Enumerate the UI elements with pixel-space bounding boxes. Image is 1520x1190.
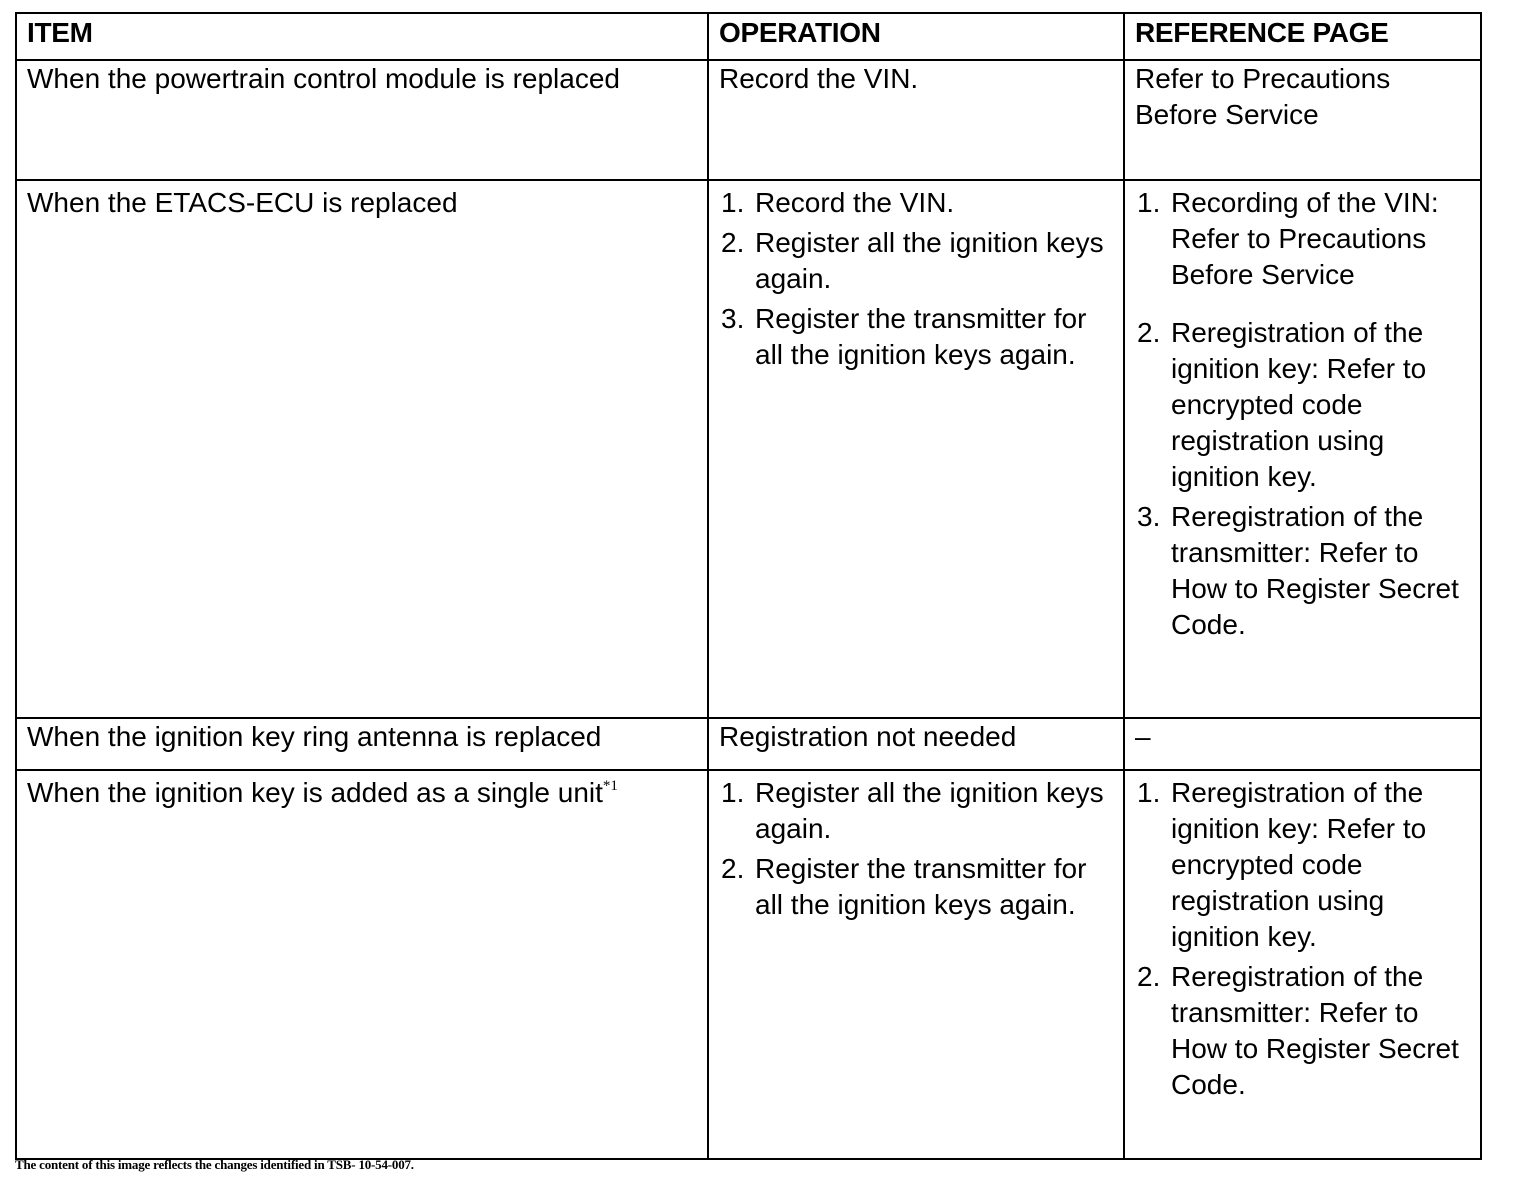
operation-step: Register the transmitter for all the ignition keys again. (755, 303, 1087, 370)
operation-step: Record the VIN. (755, 187, 955, 218)
row-operation-cell: Registration not needed (708, 718, 1124, 770)
table-row (16, 60, 1481, 180)
operation-steps-list (719, 185, 1113, 373)
row-item-cell (16, 770, 708, 1159)
row-item-cell: When the ETACS-ECU is replaced (16, 180, 708, 718)
row-item-text: When the ignition key is added as a single unit (27, 777, 603, 808)
tsb-footer-note: The content of this image reflects the changes identified in TSB- 10-54-007. (15, 1157, 414, 1172)
reference-steps-list (1135, 775, 1470, 1103)
reference-step: Reregistration of the transmitter: Refer to How to Register Secret Code. (1171, 501, 1459, 640)
table-row (16, 718, 1481, 770)
reference-steps-list (1135, 185, 1470, 643)
header-reference-page: REFERENCE PAGE (1124, 13, 1481, 60)
row-reference-cell: – (1124, 718, 1481, 770)
row-reference-cell (1124, 180, 1481, 718)
reference-step: Reregistration of the ignition key: Refer to encrypted code registration using ignition key. (1171, 777, 1427, 952)
operation-step: Register all the ignition keys again. (755, 777, 1104, 844)
row-operation-cell: Record the VIN. (708, 60, 1124, 180)
table-header-row (16, 13, 1481, 60)
row-item-cell: When the powertrain control module is replaced (16, 60, 708, 180)
row-operation-cell (708, 770, 1124, 1159)
table-row (16, 180, 1481, 718)
row-reference-cell: Refer to Precautions Before Service (1124, 60, 1481, 180)
service-procedure-table (15, 12, 1482, 1160)
reference-step: Reregistration of the ignition key: Refer to encrypted code registration using ignition key. (1171, 317, 1427, 492)
operation-step: Register all the ignition keys again. (755, 227, 1104, 294)
table-row (16, 770, 1481, 1159)
header-operation: OPERATION (708, 13, 1124, 60)
operation-steps-list (719, 775, 1113, 923)
footnote-marker: *1 (602, 778, 618, 794)
operation-step: Register the transmitter for all the ignition keys again. (755, 853, 1087, 920)
reference-step: Recording of the VIN: Refer to Precautions Before Service (1171, 187, 1439, 290)
header-item: ITEM (16, 13, 708, 60)
row-operation-cell (708, 180, 1124, 718)
reference-step: Reregistration of the transmitter: Refer to How to Register Secret Code. (1171, 961, 1459, 1100)
row-item-cell: When the ignition key ring antenna is replaced (16, 718, 708, 770)
row-reference-cell (1124, 770, 1481, 1159)
